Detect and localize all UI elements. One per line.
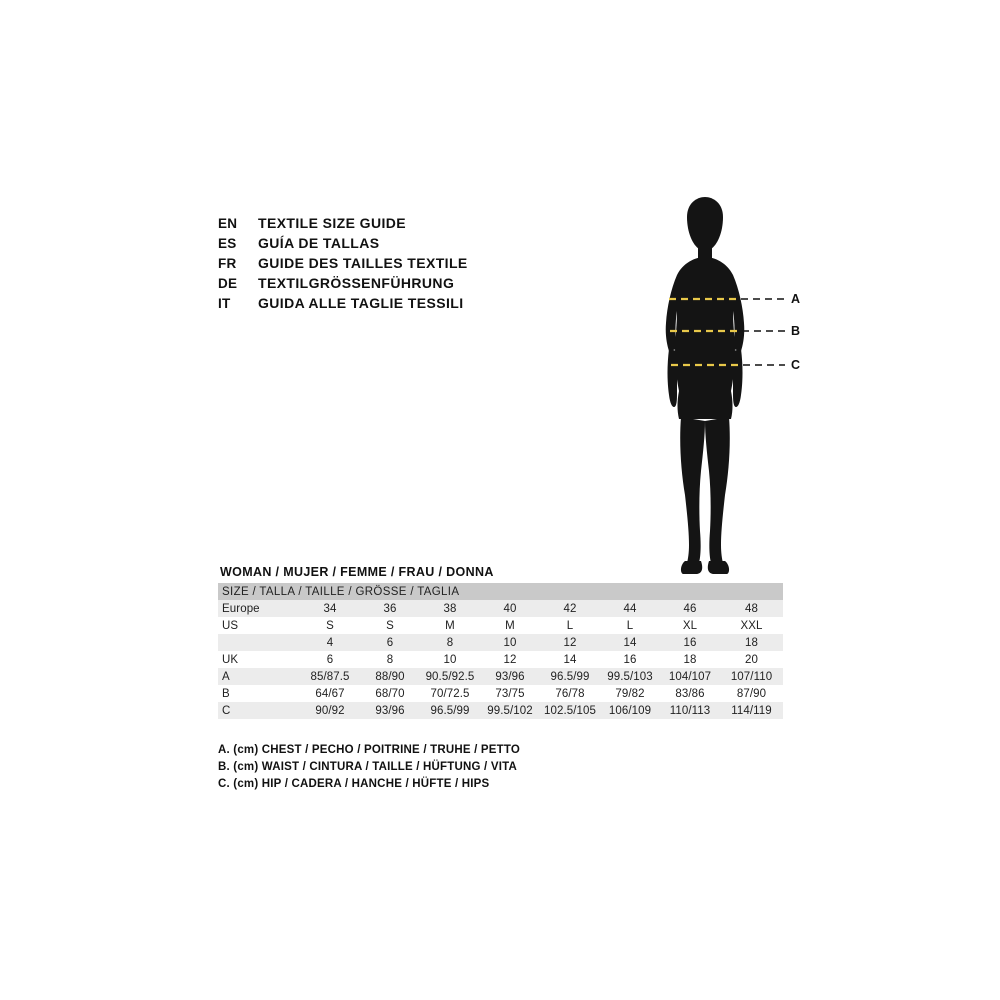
language-code: FR [218, 256, 237, 271]
table-cell: 34 [300, 600, 360, 617]
table-row [218, 600, 783, 617]
table-cell: XXL [720, 617, 783, 634]
language-code: IT [218, 296, 231, 311]
table-cell: 18 [660, 651, 720, 668]
language-row [218, 213, 548, 233]
table-cell: 64/67 [300, 685, 360, 702]
table-cell: 12 [480, 651, 540, 668]
row-label [218, 634, 300, 651]
band-header-label: SIZE / TALLA / TAILLE / GRÖSSE / TAGLIA [218, 583, 783, 600]
legend-line-c: C. (cm) HIP / CADERA / HANCHE / HÜFTE / HIPS [218, 778, 490, 790]
table-cell: 16 [600, 651, 660, 668]
table-cell: 14 [540, 651, 600, 668]
table-cell: L [600, 617, 660, 634]
table-band-header [218, 583, 783, 600]
row-label: C [218, 702, 300, 719]
language-code: DE [218, 276, 238, 291]
table-cell: 110/113 [660, 702, 720, 719]
language-row [218, 233, 548, 253]
legend-line-b: B. (cm) WAIST / CINTURA / TAILLE / HÜFTUNG / VITA [218, 761, 517, 773]
table-row [218, 617, 783, 634]
table-cell: 90/92 [300, 702, 360, 719]
table-cell: 12 [540, 634, 600, 651]
table-cell: 96.5/99 [420, 702, 480, 719]
row-label: B [218, 685, 300, 702]
table-cell: 87/90 [720, 685, 783, 702]
measurement-label-a: A [791, 292, 801, 306]
table-cell: 88/90 [360, 668, 420, 685]
table-cell: 42 [540, 600, 600, 617]
language-title: TEXTILE SIZE GUIDE [258, 215, 406, 231]
table-cell: M [420, 617, 480, 634]
row-label: Europe [218, 600, 300, 617]
language-row [218, 273, 548, 293]
table-cell: 48 [720, 600, 783, 617]
table-cell: 107/110 [720, 668, 783, 685]
table-cell: 99.5/103 [600, 668, 660, 685]
table-caption: WOMAN / MUJER / FEMME / FRAU / DONNA [220, 565, 494, 579]
language-title-block [218, 213, 548, 313]
table-cell: 104/107 [660, 668, 720, 685]
table-cell: M [480, 617, 540, 634]
table-cell: 114/119 [720, 702, 783, 719]
language-code: ES [218, 236, 237, 251]
table-cell: 10 [420, 651, 480, 668]
table-cell: S [360, 617, 420, 634]
table-cell: 46 [660, 600, 720, 617]
table-cell: 83/86 [660, 685, 720, 702]
table-cell: 102.5/105 [540, 702, 600, 719]
female-body-figure [625, 195, 825, 580]
table-cell: 10 [480, 634, 540, 651]
table-cell: 44 [600, 600, 660, 617]
table-cell: 38 [420, 600, 480, 617]
language-row [218, 293, 548, 313]
table-cell: 16 [660, 634, 720, 651]
language-title: TEXTILGRÖSSENFÜHRUNG [258, 275, 455, 291]
table-cell: 14 [600, 634, 660, 651]
legend-line-a: A. (cm) CHEST / PECHO / POITRINE / TRUHE / PETTO [218, 744, 521, 756]
row-label: A [218, 668, 300, 685]
table-cell: 70/72.5 [420, 685, 480, 702]
table-cell: 6 [360, 634, 420, 651]
body-silhouette-icon [666, 197, 745, 574]
table-cell: 68/70 [360, 685, 420, 702]
table-cell: 40 [480, 600, 540, 617]
language-title: GUÍA DE TALLAS [258, 235, 380, 251]
measurement-label-b: B [791, 324, 801, 338]
table-cell: 36 [360, 600, 420, 617]
table-cell: XL [660, 617, 720, 634]
table-cell: 6 [300, 651, 360, 668]
table-cell: 73/75 [480, 685, 540, 702]
table-cell: 20 [720, 651, 783, 668]
language-title: GUIDE DES TAILLES TEXTILE [258, 255, 468, 271]
size-table-area [218, 565, 783, 719]
table-row [218, 634, 783, 651]
measurement-legend [218, 742, 520, 793]
language-row [218, 253, 548, 273]
measurement-label-c: C [791, 358, 801, 372]
size-table [218, 583, 783, 719]
table-cell: 99.5/102 [480, 702, 540, 719]
table-cell: 93/96 [360, 702, 420, 719]
language-title: GUIDA ALLE TAGLIE TESSILI [258, 295, 464, 311]
table-cell: 90.5/92.5 [420, 668, 480, 685]
row-label: UK [218, 651, 300, 668]
row-label: US [218, 617, 300, 634]
table-row [218, 651, 783, 668]
table-row [218, 685, 783, 702]
table-cell: 106/109 [600, 702, 660, 719]
table-cell: S [300, 617, 360, 634]
table-cell: 79/82 [600, 685, 660, 702]
table-cell: 8 [360, 651, 420, 668]
table-cell: 96.5/99 [540, 668, 600, 685]
language-code: EN [218, 216, 238, 231]
table-cell: 18 [720, 634, 783, 651]
table-cell: 76/78 [540, 685, 600, 702]
table-cell: 4 [300, 634, 360, 651]
table-cell: 8 [420, 634, 480, 651]
table-row [218, 668, 783, 685]
table-cell: L [540, 617, 600, 634]
table-cell: 93/96 [480, 668, 540, 685]
table-row [218, 702, 783, 719]
table-cell: 85/87.5 [300, 668, 360, 685]
